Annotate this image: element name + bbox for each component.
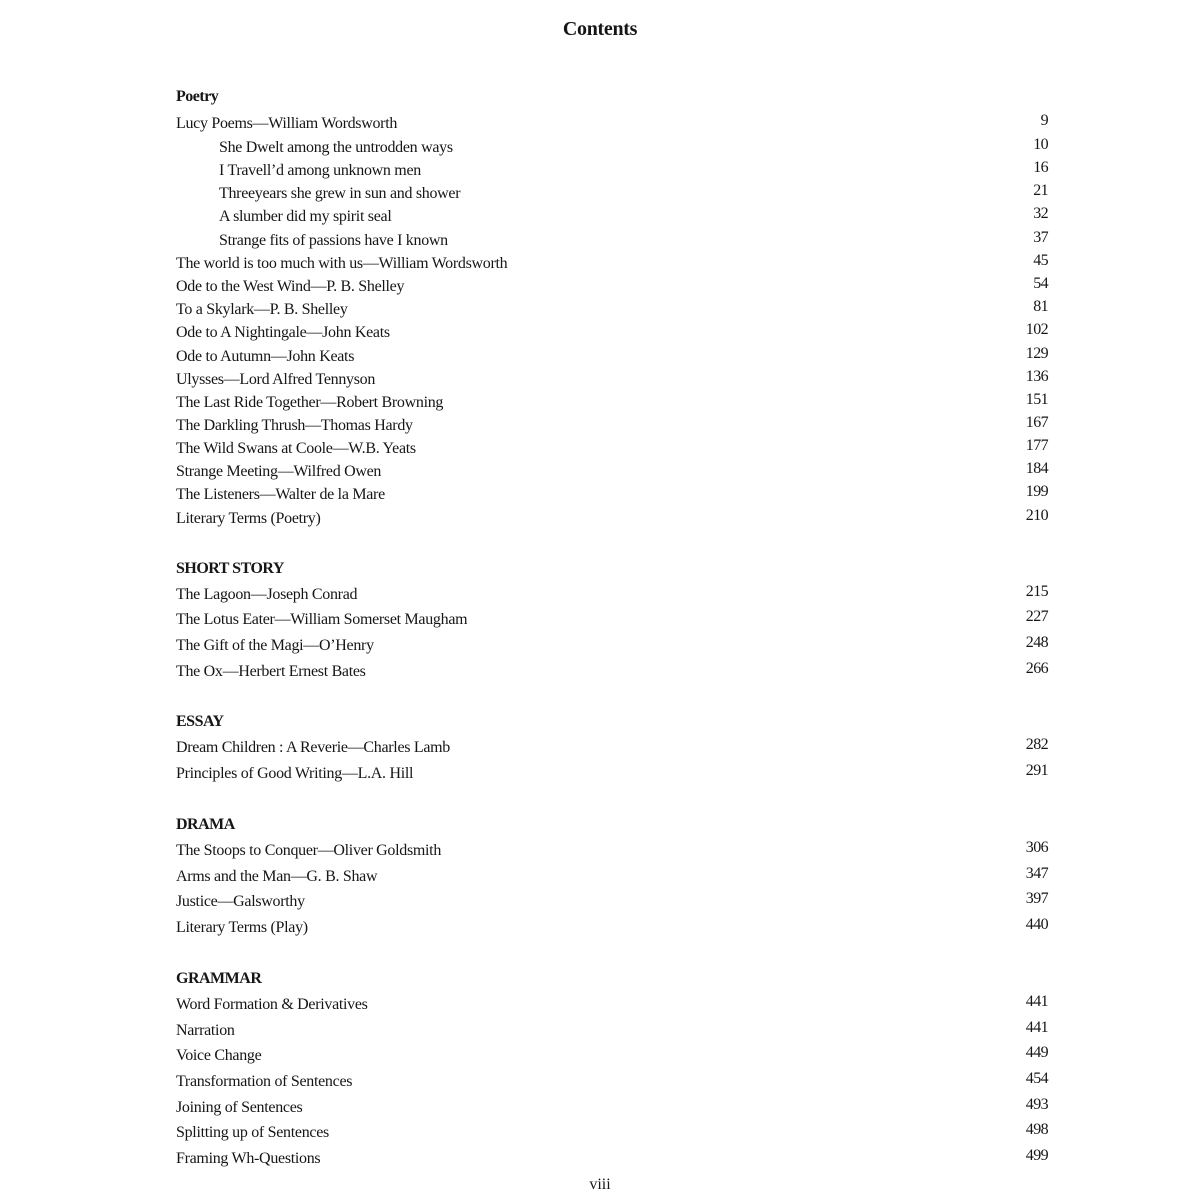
toc-entry	[176, 660, 1048, 685]
section-heading: Poetry	[176, 88, 219, 105]
toc-entry-page-number: 440	[1025, 916, 1048, 933]
toc-entry	[176, 483, 1048, 508]
toc-entry-title: Threeyears she grew in sun and shower	[219, 185, 461, 202]
toc-entry-page-number: 177	[1025, 437, 1048, 454]
toc-entry-title: The Lagoon—Joseph Conrad	[176, 586, 358, 603]
toc-entry	[176, 507, 1048, 532]
toc-entry-page-number: 248	[1025, 634, 1048, 651]
toc-entry	[176, 1096, 1048, 1121]
toc-entry-page-number: 16	[1033, 159, 1048, 176]
toc-entry-page-number: 21	[1033, 182, 1048, 199]
toc-entry-page-number: 129	[1025, 345, 1048, 362]
toc-entry	[176, 321, 1048, 346]
section-heading: DRAMA	[176, 816, 235, 833]
toc-entry-page-number: 32	[1033, 205, 1048, 222]
toc-entry	[176, 414, 1048, 439]
toc-entry-page-number: 397	[1025, 890, 1048, 907]
toc-entry	[176, 112, 1048, 137]
toc-entry-title: Ulysses—Lord Alfred Tennyson	[176, 371, 376, 388]
toc-entry	[176, 583, 1048, 608]
toc-entry-title: Voice Change	[176, 1047, 262, 1064]
toc-entry	[176, 1044, 1048, 1069]
toc-entry-title: Literary Terms (Poetry)	[176, 510, 321, 527]
toc-entry	[176, 634, 1048, 659]
toc-entry-title: The world is too much with us—William Wordsworth	[176, 255, 508, 272]
toc-entry	[176, 736, 1048, 761]
toc-entry	[176, 229, 1048, 254]
toc-entry-page-number: 493	[1025, 1096, 1048, 1113]
toc-entry-title: Ode to A Nightingale—John Keats	[176, 324, 390, 341]
toc-entry-page-number: 102	[1025, 321, 1048, 338]
toc-entry-title: Ode to Autumn—John Keats	[176, 348, 355, 365]
toc-entry-page-number: 199	[1025, 483, 1048, 500]
toc-entry-title: Literary Terms (Play)	[176, 919, 308, 936]
toc-entry-page-number: 282	[1025, 736, 1048, 753]
toc-entry-page-number: 347	[1025, 865, 1048, 882]
toc-entry-title: She Dwelt among the untrodden ways	[219, 139, 453, 156]
toc-entry-page-number: 10	[1033, 136, 1048, 153]
toc-entry	[176, 391, 1048, 416]
toc-entry-page-number: 266	[1025, 660, 1048, 677]
toc-entry	[176, 1121, 1048, 1146]
toc-entry-page-number: 441	[1025, 993, 1048, 1010]
toc-entry-title: The Gift of the Magi—O’Henry	[176, 637, 374, 654]
toc-entry-page-number: 37	[1033, 229, 1048, 246]
toc-entry-title: Justice—Galsworthy	[176, 893, 305, 910]
toc-entry-page-number: 136	[1025, 368, 1048, 385]
toc-entry-title: The Lotus Eater—William Somerset Maugham	[176, 611, 468, 628]
page-title: Contents	[562, 18, 638, 40]
toc-entry-title: Lucy Poems—William Wordsworth	[176, 115, 398, 132]
toc-entry-page-number: 45	[1033, 252, 1048, 269]
toc-entry-title: Dream Children : A Reverie—Charles Lamb	[176, 739, 451, 756]
toc-entry-title: The Stoops to Conquer—Oliver Goldsmith	[176, 842, 442, 859]
toc-entry-page-number: 167	[1025, 414, 1048, 431]
toc-entry-page-number: 441	[1025, 1019, 1048, 1036]
toc-entry	[176, 608, 1048, 633]
toc-entry	[176, 916, 1048, 941]
toc-entry-page-number: 449	[1025, 1044, 1048, 1061]
toc-entry	[176, 275, 1048, 300]
toc-entry	[176, 993, 1048, 1018]
toc-entry	[176, 1147, 1048, 1172]
toc-entry-title: Word Formation & Derivatives	[176, 996, 368, 1013]
toc-entry-page-number: 184	[1025, 460, 1048, 477]
toc-entry-title: Ode to the West Wind—P. B. Shelley	[176, 278, 405, 295]
toc-entry	[176, 865, 1048, 890]
toc-entry-title: Joining of Sentences	[176, 1099, 303, 1116]
toc-entry	[176, 1019, 1048, 1044]
section-heading: ESSAY	[176, 713, 224, 730]
toc-entry-title: Arms and the Man—G. B. Shaw	[176, 868, 378, 885]
toc-entry-title: Splitting up of Sentences	[176, 1124, 329, 1141]
toc-entry-title: The Ox—Herbert Ernest Bates	[176, 663, 366, 680]
toc-entry	[176, 460, 1048, 485]
toc-entry	[176, 205, 1048, 230]
toc-entry-title: Framing Wh-Questions	[176, 1150, 321, 1167]
toc-entry	[176, 368, 1048, 393]
toc-entry-title: To a Skylark—P. B. Shelley	[176, 301, 348, 318]
toc-entry	[176, 136, 1048, 161]
toc-entry-title: The Listeners—Walter de la Mare	[176, 486, 385, 503]
toc-entry-page-number: 151	[1025, 391, 1048, 408]
toc-entry-page-number: 210	[1025, 507, 1048, 524]
toc-entry	[176, 298, 1048, 323]
toc-entry	[176, 1070, 1048, 1095]
toc-entry-title: Principles of Good Writing—L.A. Hill	[176, 765, 414, 782]
toc-entry	[176, 252, 1048, 277]
toc-entry-page-number: 499	[1025, 1147, 1048, 1164]
toc-entry-title: I Travell’d among unknown men	[219, 162, 421, 179]
section-heading: SHORT STORY	[176, 560, 284, 577]
toc-entry-title: Strange Meeting—Wilfred Owen	[176, 463, 382, 480]
toc-entry-page-number: 291	[1025, 762, 1048, 779]
toc-entry	[176, 762, 1048, 787]
toc-entry	[176, 839, 1048, 864]
toc-entry	[176, 159, 1048, 184]
page-number: viii	[589, 1176, 611, 1193]
toc-entry-title: A slumber did my spirit seal	[219, 208, 392, 225]
toc-entry-page-number: 215	[1025, 583, 1048, 600]
toc-entry	[176, 182, 1048, 207]
toc-entry-page-number: 227	[1025, 608, 1048, 625]
toc-entry-title: The Last Ride Together—Robert Browning	[176, 394, 444, 411]
section-heading: GRAMMAR	[176, 970, 262, 987]
toc-entry-page-number: 81	[1033, 298, 1048, 315]
toc-entry-page-number: 9	[1040, 112, 1048, 129]
toc-entry-title: Narration	[176, 1022, 235, 1039]
toc-entry-title: Transformation of Sentences	[176, 1073, 353, 1090]
toc-entry-title: The Darkling Thrush—Thomas Hardy	[176, 417, 413, 434]
toc-entry-page-number: 54	[1033, 275, 1048, 292]
toc-entry-title: The Wild Swans at Coole—W.B. Yeats	[176, 440, 416, 457]
toc-entry-page-number: 306	[1025, 839, 1048, 856]
toc-entry-page-number: 498	[1025, 1121, 1048, 1138]
toc-entry	[176, 437, 1048, 462]
toc-entry-page-number: 454	[1025, 1070, 1048, 1087]
toc-entry-title: Strange fits of passions have I known	[219, 232, 448, 249]
toc-entry	[176, 345, 1048, 370]
toc-entry	[176, 890, 1048, 915]
